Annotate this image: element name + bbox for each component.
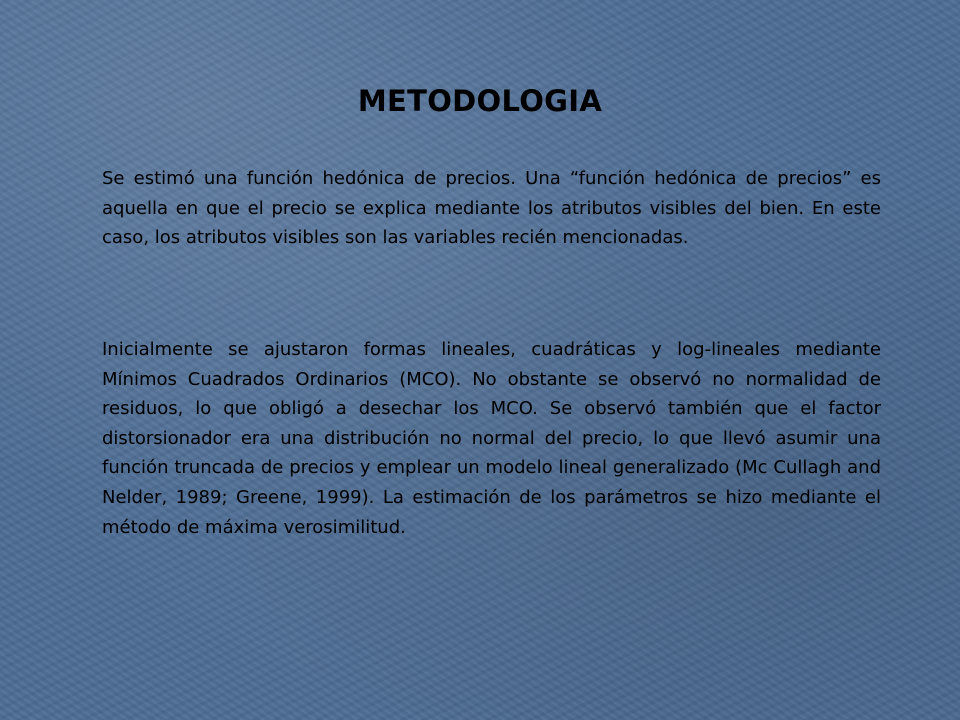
paragraph-estimation-method: Inicialmente se ajustaron formas lineales, cuadráticas y log-lineales mediante Mínimos Cuadrados Ordinarios (MCO). No obstante se observó no normalidad de residuos, lo que obligó a desechar los MCO. Se observó también que el factor distorsionador era una distribución no normal del precio, lo que llevó asumir una función truncada de precios y emplear un modelo lineal generalizado (Mc Cullagh and Nelder, 1989; Greene, 1999). La estimación de los parámetros se hizo mediante el método de máxima verosimilitud. [102, 339, 881, 538]
slide-title: METODOLOGIA [357, 84, 603, 118]
paragraph-hedonic-function: Se estimó una función hedónica de precios. Una “función hedónica de precios” es aquella en que el precio se explica mediante los atributos visibles del bien. En este caso, los atributos visibles son las variables recién mencionadas. [102, 168, 881, 249]
